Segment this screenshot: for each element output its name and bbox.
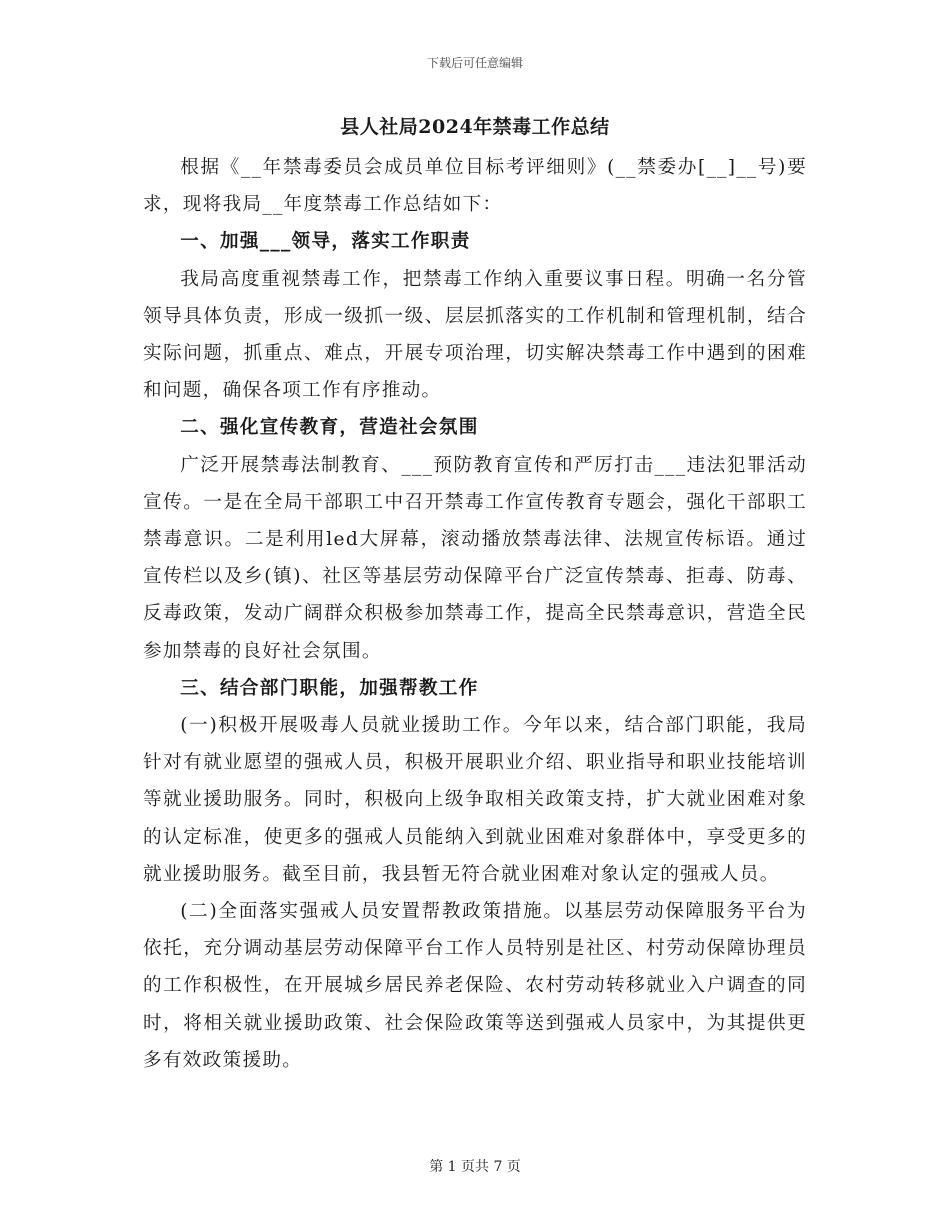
section-heading-assistance: 三、结合部门职能，加强帮教工作 bbox=[180, 677, 479, 699]
section-paragraph-leadership: 我局高度重视禁毒工作，把禁毒工作纳入重要议事日程。明确一名分管领导具体负责，形成一级抓一级、层层抓落实的工作机制和管理机制，结合实际问题，抓重点、难点，开展专项治理，切实解决禁毒工作中遇到的困难和问题，确保各项工作有序推动。 bbox=[143, 268, 807, 402]
page-number: 第 1 页共 7 页 bbox=[429, 1159, 521, 1175]
intro-paragraph: 根据《__年禁毒委员会成员单位目标考评细则》(__禁委办[__]__号)要求，现将我局__年度禁毒工作总结如下： bbox=[143, 157, 807, 216]
section-paragraph-publicity: 广泛开展禁毒法制教育、___预防教育宣传和严厉打击___违法犯罪活动宣传。一是在全局干部职工中召开禁毒工作宣传教育专题会，强化干部职工禁毒意识。二是利用led大屏幕，滚动播放禁毒法律、法规宣传标语。通过宣传栏以及乡(镇)、社区等基层劳动保障平台广泛宣传禁毒、拒毒、防毒、反毒政策，发动广阔群众积极参加禁毒工作，提高全民禁毒意识，营造全民参加禁毒的良好社会氛围。 bbox=[143, 454, 807, 662]
document-title: 县人社局2024年禁毒工作总结 bbox=[340, 116, 610, 138]
page-header-note: 下载后可任意编辑 bbox=[426, 56, 523, 70]
section-paragraph-resettlement: (二)全面落实强戒人员安置帮教政策措施。以基层劳动保障服务平台为依托，充分调动基层劳动保障平台工作人员特别是社区、村劳动保障协理员的工作积极性，在开展城乡居民养老保险、农村劳动转移就业入户调查的同时，将相关就业援助政策、社会保险政策等送到强戒人员家中，为其提供更多有效政策援助。 bbox=[143, 901, 807, 1071]
section-heading-leadership: 一、加强___领导，落实工作职责 bbox=[180, 231, 471, 253]
section-heading-publicity: 二、强化宣传教育，营造社会氛围 bbox=[180, 417, 479, 439]
document-body bbox=[143, 110, 807, 1079]
section-paragraph-employment-aid: (一)积极开展吸毒人员就业援助工作。今年以来，结合部门职能，我局针对有就业愿望的强戒人员，积极开展职业介绍、职业指导和职业技能培训等就业援助服务。同时，积极向上级争取相关政策支持，扩大就业困难对象的认定标准，使更多的强戒人员能纳入到就业困难对象群体中，享受更多的就业援助服务。截至目前，我县暂无符合就业困难对象认定的强戒人员。 bbox=[143, 715, 807, 885]
